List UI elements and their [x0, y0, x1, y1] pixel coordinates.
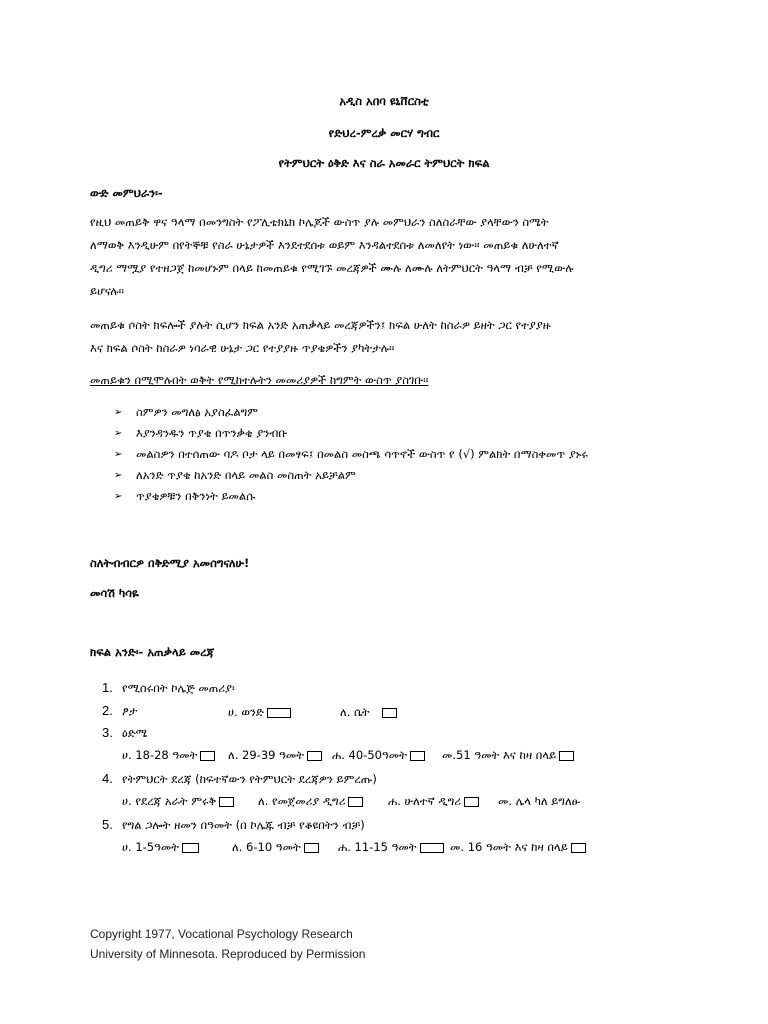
thanks-note: ስለትብብርዎ በቅድሚያ አመሰግናለሁ! [90, 556, 250, 570]
education-option-a[interactable]: ሀ. የደረጃ አራት ምሩቅ [122, 794, 234, 809]
university-name: አዲስ አበባ ዩኒቨርስቲ [339, 94, 429, 108]
intro-paragraph [90, 211, 680, 303]
checkbox-icon[interactable] [420, 843, 444, 853]
list-item: ➢ ስምዎን መግለፅ አያስፈልግም [114, 402, 588, 423]
intro-line: ይሆናሉ፡፡ [90, 284, 124, 298]
gender-option-female[interactable]: ለ. ሴት [340, 705, 397, 720]
arrow-bullet-icon: ➢ [114, 407, 123, 418]
list-item: ➢ እያንዳንዱን ጥያቄ በጥንቃቄ ያንብቡ [114, 423, 588, 444]
checkbox-icon[interactable] [571, 843, 586, 853]
instructions-heading: መጠይቁን በሚሞሉበት ወቅት የሚከተሉትን መመሪያዎች ከግምት ውስጥ ያስገቡ፡፡ [90, 373, 429, 387]
age-option-b[interactable]: ለ. 29-39 ዓመት [228, 748, 322, 763]
instructions-list [114, 402, 588, 507]
question-3: 3. ዕድሜ [102, 725, 148, 740]
footer-line: Copyright 1977, Vocational Psychology Research [90, 927, 353, 941]
list-item: ➢ ለአንድ ጥያቄ ከአንድ በላይ መልስ መስጠት አይቻልም [114, 465, 588, 486]
question-5: 5. የግል ጋሎት ዘመን በዓመት (በ ኮሌጁ ብቻ የቆዩበትን ብቻ) [102, 817, 365, 832]
education-option-d[interactable]: መ. ሌላ ካለ ይግለፁ [498, 794, 580, 808]
checkbox-icon[interactable] [410, 751, 425, 761]
service-option-d[interactable]: መ. 16 ዓመት እና ከዛ በላይ [450, 840, 586, 855]
part-one-title: ክፍል አንድ፡- አጠቃላይ መረጃ [90, 645, 215, 659]
copyright-footer [90, 924, 365, 964]
checkbox-icon[interactable] [267, 708, 291, 718]
age-option-a[interactable]: ሀ. 18-28 ዓመት [122, 748, 215, 763]
education-option-c[interactable]: ሐ. ሁለተኛ ዲግሪ [388, 794, 479, 809]
program-name: የድህረ-ምረቃ መርሃ ግብር [328, 126, 440, 140]
structure-paragraph [90, 314, 680, 360]
list-item: ➢ መልስዎን በተሰጠው ባዶ ቦታ ላይ በመፃፍ፤ በመልስ መስጫ ሳጥኖች ውስጥ የ (√) ምልክት በማስቀመጥ ያኑሩ [114, 444, 588, 465]
department-name: የትምህርት ዕቅድ እና ስራ አመራር ትምህርት ክፍል [278, 156, 490, 170]
checkbox-icon[interactable] [219, 797, 234, 807]
service-option-a[interactable]: ሀ. 1-5ዓመት [122, 840, 199, 855]
intro-line: የዚህ መጠይቅ ዋና ዓላማ በመንግስት የፖሊቴክኒክ ኮሌጆች ውስጥ ያሉ መምህራን ስለስራቸው ያላቸውን ስሜት [90, 215, 549, 229]
question-2: 2. ፆታ [102, 703, 138, 718]
arrow-bullet-icon: ➢ [114, 449, 123, 460]
age-option-d[interactable]: መ.51 ዓመት እና ከዛ በላይ [442, 748, 574, 763]
checkbox-icon[interactable] [382, 708, 397, 718]
structure-line: መጠይቁ ሶስት ክፍሎች ያሉት ሲሆን ክፍል አንድ አጠቃላይ መረጃዎችን፤ ክፍል ሁለት ከስራዎ ይዘት ጋር የተያያዙ [90, 318, 551, 332]
checkbox-icon[interactable] [464, 797, 479, 807]
footer-line: University of Minnesota. Reproduced by Permission [90, 947, 366, 961]
checkbox-icon[interactable] [307, 751, 322, 761]
gender-option-male[interactable]: ሀ. ወንድ [228, 705, 291, 720]
intro-line: ለማወቅ እንዲሁም በየትኞቹ የስራ ሁኔታዎች እንደተደሰቱ ወይም እንዳልተደሰቱ ለመለየት ነው፡፡ መጠይቁ ለሁለተኛ [90, 238, 559, 252]
question-1: 1. የሚሰሩበት ኮሌጅ መጠሪያ፡ [102, 680, 235, 695]
arrow-bullet-icon: ➢ [114, 470, 123, 481]
greeting: ውድ መምህራን፡- [90, 186, 163, 200]
checkbox-icon[interactable] [182, 843, 199, 853]
arrow-bullet-icon: ➢ [114, 428, 123, 439]
arrow-bullet-icon: ➢ [114, 491, 123, 502]
list-item: ➢ ጥያቄዎቹን በቅንነት ይመልሱ [114, 486, 588, 507]
service-option-c[interactable]: ሐ. 11-15 ዓመት [338, 840, 444, 855]
education-option-b[interactable]: ለ. የመጀመሪያ ዲግሪ [258, 794, 363, 809]
checkbox-icon[interactable] [348, 797, 363, 807]
checkbox-icon[interactable] [559, 751, 574, 761]
structure-line: እና ክፍል ሶስት ከስራዎ ነባራዊ ሁኔታ ጋር የተያያዙ ጥያቄዎችን ያካትታሉ፡፡ [90, 341, 395, 355]
age-option-c[interactable]: ሐ. 40-50ዓመት [332, 748, 425, 763]
researcher-name: መሳሽ ካሳዬ [90, 586, 139, 600]
service-option-b[interactable]: ለ. 6-10 ዓመት [232, 840, 319, 855]
intro-line: ዲግሪ ማሟያ የተዘጋጀ ከመሆኑም በላይ ከመጠይቁ የሚገኙ መረጃዎች ሙሉ ለሙሉ ለትምህርት ዓላማ ብቻ የሚውሉ [90, 261, 574, 275]
checkbox-icon[interactable] [200, 751, 215, 761]
checkbox-icon[interactable] [304, 843, 319, 853]
question-4: 4. የትምህርት ደረጃ (ከፍተኛውን የትምህርት ደረጃዎን ይምረጡ) [102, 771, 377, 786]
